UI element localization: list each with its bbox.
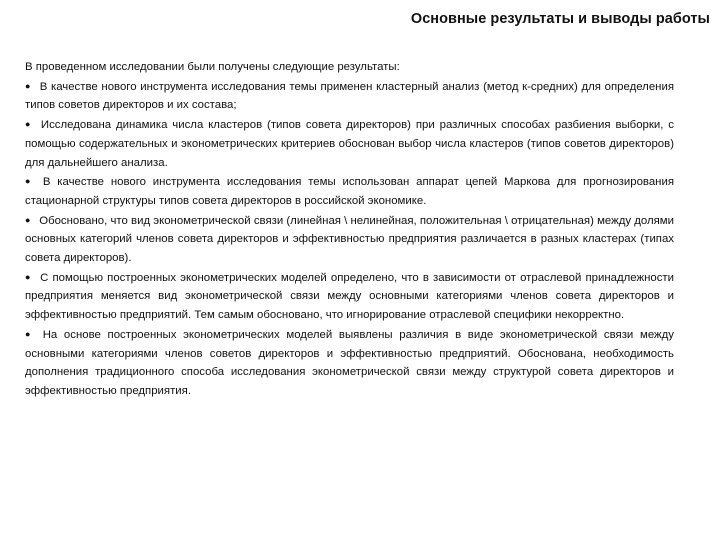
- bullet-icon: ●: [25, 328, 31, 339]
- list-item: [25, 211, 674, 268]
- list-item: [25, 325, 674, 401]
- list-item-text: На основе построенных эконометрических моделей выявлены различия в виде эконометрической связи между основными категориями членов советов директоров и эффективностью предприятий. Обоснована, необходимость дополнения традиционного способа исследования эконометрической связи между структурой совета директоров и эффективностью предприятия.: [25, 328, 674, 397]
- list-item-text: Исследована динамика числа кластеров (типов совета директоров) при различных способах разбиения выборки, с помощью содержательных и эконометрических критериев обоснован выбор числа кластеров (типов советов директоров) для дальнейшего анализа.: [25, 119, 674, 169]
- list-item-text: В качестве нового инструмента исследования темы использован аппарат цепей Маркова для прогнозирования стационарной структуры типов совета директоров в российской экономике.: [25, 176, 674, 207]
- bullet-icon: ●: [25, 119, 31, 130]
- list-item: [25, 268, 674, 325]
- list-item: [25, 172, 674, 210]
- page-title: Основные результаты и выводы работы: [410, 11, 710, 27]
- title-divider: [0, 36, 720, 37]
- bullet-icon: ●: [25, 214, 31, 225]
- list-item-text: Обосновано, что вид эконометрической связи (линейная \ нелинейная, положительная \ отрицательная) между долями основных категорий членов совета директоров и эффективностью предприятия различается в разных кластерах (типах совета директоров).: [25, 214, 675, 265]
- list-item-text: В качестве нового инструмента исследования темы применен кластерный анализ (метод к-средних) для определения типов советов директоров и их состава;: [25, 80, 674, 112]
- list-item-text: С помощью построенных эконометрических моделей определено, что в зависимости от отраслевой принадлежности предприятия меняется вид эконометрической связи между основными категориями членов совета директоров и эффективностью предприятий. Тем самым обосновано, что игнорирование отраслевой специфики некорректно.: [25, 271, 674, 322]
- intro-paragraph: В проведенном исследовании были получены следующие результаты:: [25, 61, 400, 73]
- list-item: [25, 77, 674, 115]
- results-text-block: [25, 58, 674, 401]
- bullet-icon: ●: [25, 80, 31, 91]
- bullet-icon: ●: [25, 271, 31, 282]
- bullet-icon: ●: [25, 176, 31, 187]
- results-list: [25, 77, 674, 401]
- list-item: [25, 115, 674, 172]
